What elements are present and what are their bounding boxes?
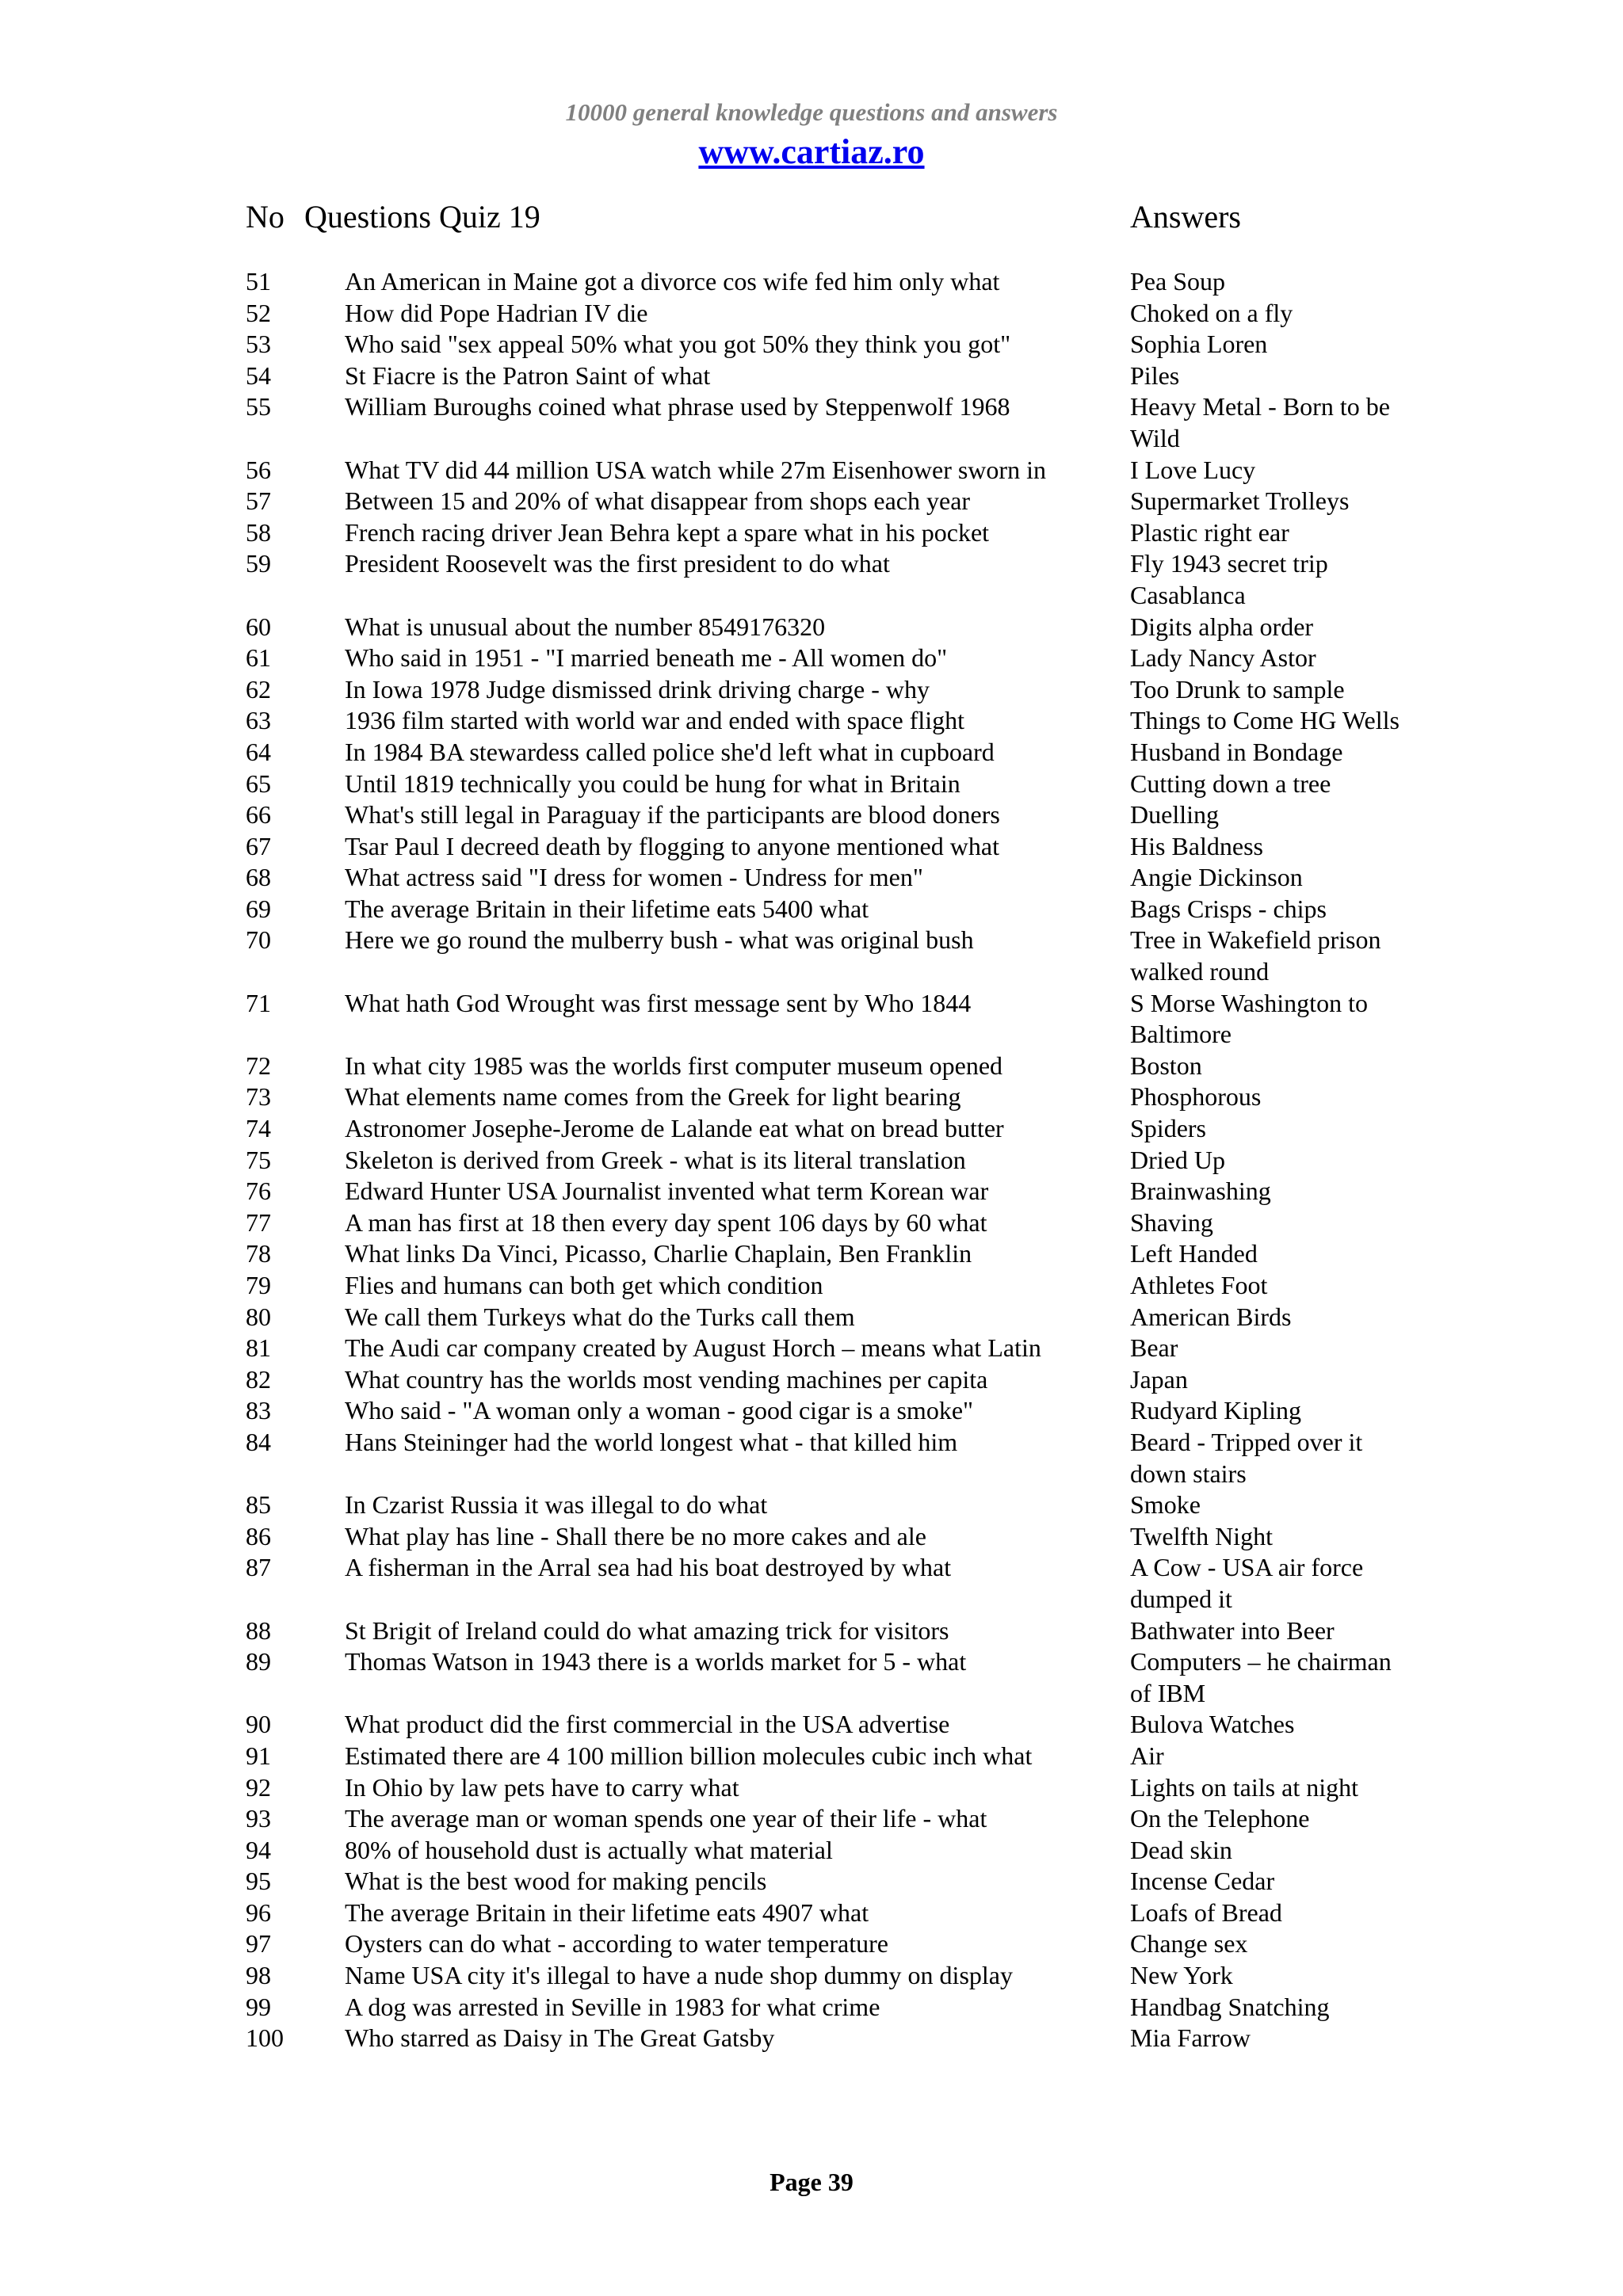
answer-text: Change sex (1130, 1929, 1248, 1958)
question-number: 62 (246, 674, 271, 704)
question-row (0, 988, 1623, 1051)
question-number: 87 (246, 1553, 271, 1582)
question-number: 93 (246, 1804, 271, 1833)
question-row (0, 674, 1623, 706)
question-number: 78 (246, 1239, 271, 1268)
question-number: 64 (246, 737, 271, 766)
question-text: Thomas Watson in 1943 there is a worlds market for 5 - what (345, 1647, 967, 1676)
question-text: In Iowa 1978 Judge dismissed drink driving charge - why (345, 674, 930, 704)
question-number: 84 (246, 1427, 271, 1456)
question-text: Who starred as Daisy in The Great Gatsby (345, 2023, 775, 2053)
question-row (0, 1709, 1623, 1741)
question-number: 72 (246, 1051, 271, 1080)
answer-text: Shaving (1130, 1207, 1213, 1237)
answer-text: American Birds (1130, 1302, 1292, 1331)
question-number: 65 (246, 769, 271, 798)
answer-text: Twelfth Night (1130, 1521, 1273, 1550)
answer-text: Computers – he chairman of IBM (1130, 1647, 1392, 1707)
question-text: An American in Maine got a divorce cos wife fed him only what (345, 267, 1000, 296)
answer-text: Boston (1130, 1051, 1202, 1080)
question-text: St Fiacre is the Patron Saint of what (345, 360, 711, 390)
question-text: A man has first at 18 then every day spent 106 days by 60 what (345, 1207, 987, 1237)
answer-text: Beard - Tripped over it down stairs (1130, 1427, 1363, 1488)
question-row (0, 2023, 1623, 2054)
question-row (0, 517, 1623, 549)
question-text: What hath God Wrought was first message sent by Who 1844 (345, 988, 972, 1017)
answer-text: Left Handed (1130, 1239, 1258, 1268)
answer-text: Smoke (1130, 1490, 1201, 1520)
question-number: 56 (246, 455, 271, 484)
answer-text: A Cow - USA air force dumped it (1130, 1553, 1364, 1613)
question-row (0, 1552, 1623, 1615)
answer-text: Dead skin (1130, 1835, 1232, 1864)
question-row (0, 1646, 1623, 1709)
question-row (0, 266, 1623, 298)
question-text: The average Britain in their lifetime eats 4907 what (345, 1897, 869, 1927)
answer-text: Phosphorous (1130, 1082, 1262, 1112)
question-text: Hans Steininger had the world longest what - that killed him (345, 1427, 958, 1456)
question-row (0, 894, 1623, 925)
question-text: A dog was arrested in Seville in 1983 for what crime (345, 1992, 880, 2021)
question-row (0, 548, 1623, 611)
question-number: 98 (246, 1961, 271, 1990)
column-header-answers: Answers (1130, 199, 1241, 235)
answer-text: Fly 1943 secret trip Casablanca (1130, 549, 1328, 609)
question-row (0, 1897, 1623, 1929)
question-text: What actress said "I dress for women - Undress for men" (345, 863, 923, 892)
answer-text: Dried Up (1130, 1145, 1225, 1174)
question-row (0, 1302, 1623, 1333)
answer-text: Plastic right ear (1130, 517, 1289, 547)
answer-text: Mia Farrow (1130, 2023, 1251, 2053)
answer-text: Piles (1130, 360, 1180, 390)
question-row (0, 862, 1623, 894)
question-text: In Czarist Russia it was illegal to do what (345, 1490, 768, 1520)
question-row (0, 612, 1623, 643)
question-text: In 1984 BA stewardess called police she'd left what in cupboard (345, 737, 995, 766)
question-text: French racing driver Jean Behra kept a spare what in his pocket (345, 517, 990, 547)
question-text: In Ohio by law pets have to carry what (345, 1772, 739, 1802)
answer-text: Rudyard Kipling (1130, 1396, 1301, 1425)
question-text: Edward Hunter USA Journalist invented what term Korean war (345, 1177, 989, 1206)
answer-text: Choked on a fly (1130, 298, 1293, 327)
question-number: 54 (246, 360, 271, 390)
question-row (0, 1521, 1623, 1553)
question-number: 52 (246, 298, 271, 327)
question-row (0, 455, 1623, 486)
question-number: 92 (246, 1772, 271, 1802)
question-text: What is unusual about the number 8549176320 (345, 612, 826, 641)
question-row (0, 360, 1623, 392)
question-row (0, 1113, 1623, 1145)
question-number: 68 (246, 863, 271, 892)
question-text: Tsar Paul I decreed death by flogging to anyone mentioned what (345, 831, 999, 860)
question-number: 89 (246, 1647, 271, 1676)
question-text: The average Britain in their lifetime eats 5400 what (345, 894, 869, 923)
question-number: 74 (246, 1114, 271, 1143)
question-number: 99 (246, 1992, 271, 2021)
question-text: William Buroughs coined what phrase used by Steppenwolf 1968 (345, 392, 1010, 421)
answer-text: New York (1130, 1961, 1233, 1990)
question-number: 63 (246, 706, 271, 735)
question-row (0, 1866, 1623, 1897)
answer-text: Cutting down a tree (1130, 769, 1331, 798)
question-row (0, 329, 1623, 360)
question-number: 88 (246, 1615, 271, 1645)
question-row (0, 769, 1623, 800)
question-number: 51 (246, 267, 271, 296)
question-row (0, 1772, 1623, 1804)
question-number: 77 (246, 1207, 271, 1237)
answer-text: Things to Come HG Wells (1130, 706, 1400, 735)
question-text: What is the best wood for making pencils (345, 1867, 767, 1896)
question-number: 79 (246, 1271, 271, 1299)
question-text: What's still legal in Paraguay if the participants are blood doners (345, 800, 1000, 830)
answer-text: Lady Nancy Astor (1130, 643, 1316, 673)
answer-text: Pea Soup (1130, 267, 1225, 296)
answer-text: Handbag Snatching (1130, 1992, 1330, 2021)
question-text: Who said in 1951 - "I married beneath me - All women do" (345, 643, 948, 673)
question-text: What elements name comes from the Greek for light bearing (345, 1082, 961, 1112)
question-row (0, 1489, 1623, 1521)
question-text: What country has the worlds most vending machines per capita (345, 1364, 988, 1394)
question-number: 82 (246, 1364, 271, 1394)
question-number: 86 (246, 1521, 271, 1550)
question-number: 66 (246, 800, 271, 830)
question-row (0, 1270, 1623, 1302)
question-row (0, 1992, 1623, 2023)
question-text: Who said - "A woman only a woman - good cigar is a smoke" (345, 1396, 974, 1425)
answer-text: Brainwashing (1130, 1177, 1271, 1206)
question-number: 76 (246, 1177, 271, 1206)
question-number: 94 (246, 1835, 271, 1864)
question-number: 69 (246, 894, 271, 923)
question-row (0, 831, 1623, 863)
question-row (0, 799, 1623, 831)
question-number: 75 (246, 1145, 271, 1174)
question-row (0, 1176, 1623, 1207)
question-row (0, 391, 1623, 454)
question-number: 60 (246, 612, 271, 641)
answer-text: I Love Lucy (1130, 455, 1256, 484)
question-row (0, 1207, 1623, 1239)
question-row (0, 1928, 1623, 1960)
question-text: The average man or woman spends one year of their life - what (345, 1804, 987, 1833)
question-text: What play has line - Shall there be no more cakes and ale (345, 1521, 926, 1550)
answer-text: Bulova Watches (1130, 1710, 1295, 1739)
answer-text: On the Telephone (1130, 1804, 1310, 1833)
answer-text: Tree in Wakefield prison walked round (1130, 925, 1381, 986)
question-row (0, 1741, 1623, 1772)
question-text: What links Da Vinci, Picasso, Charlie Chaplain, Ben Franklin (345, 1239, 972, 1268)
question-number: 53 (246, 330, 271, 359)
question-text: A fisherman in the Arral sea had his boat destroyed by what (345, 1553, 952, 1582)
question-number: 81 (246, 1333, 271, 1363)
answer-text: Sophia Loren (1130, 330, 1268, 359)
website-link[interactable]: www.cartiaz.ro (698, 132, 925, 171)
question-row (0, 705, 1623, 737)
question-row (0, 1238, 1623, 1270)
question-row (0, 1803, 1623, 1835)
answer-text: Incense Cedar (1130, 1867, 1275, 1896)
answer-text: Japan (1130, 1364, 1188, 1394)
question-number: 67 (246, 831, 271, 860)
question-number: 83 (246, 1396, 271, 1425)
answer-text: Husband in Bondage (1130, 737, 1343, 766)
question-number: 70 (246, 925, 271, 955)
question-number: 59 (246, 549, 271, 578)
question-list (0, 266, 1623, 2054)
question-number: 71 (246, 988, 271, 1017)
column-header-questions: Questions Quiz 19 (304, 199, 540, 235)
answer-text: Duelling (1130, 800, 1219, 830)
question-row (0, 925, 1623, 987)
question-row (0, 1145, 1623, 1177)
answer-text: Angie Dickinson (1130, 863, 1303, 892)
question-text: Flies and humans can both get which condition (345, 1271, 823, 1299)
question-row (0, 1427, 1623, 1489)
question-text: Name USA city it's illegal to have a nude shop dummy on display (345, 1961, 1013, 1990)
question-number: 55 (246, 392, 271, 421)
answer-text: Too Drunk to sample (1130, 674, 1345, 704)
question-text: 80% of household dust is actually what material (345, 1835, 833, 1864)
answer-text: S Morse Washington to Baltimore (1130, 988, 1368, 1049)
question-text: In what city 1985 was the worlds first computer museum opened (345, 1051, 1003, 1080)
question-text: Oysters can do what - according to water temperature (345, 1929, 888, 1958)
question-number: 57 (246, 486, 271, 516)
question-text: The Audi car company created by August Horch – means what Latin (345, 1333, 1041, 1363)
question-row (0, 486, 1623, 517)
answer-text: Spiders (1130, 1114, 1206, 1143)
question-text: President Roosevelt was the first president to do what (345, 549, 890, 578)
document-subtitle: 10000 general knowledge questions and answers (565, 98, 1058, 126)
answer-text: Air (1130, 1741, 1164, 1770)
question-row (0, 1960, 1623, 1992)
question-text: Between 15 and 20% of what disappear from shops each year (345, 486, 971, 516)
question-text: What product did the first commercial in the USA advertise (345, 1710, 950, 1739)
question-text: St Brigit of Ireland could do what amazing trick for visitors (345, 1615, 949, 1645)
answer-text: Supermarket Trolleys (1130, 486, 1350, 516)
question-row (0, 737, 1623, 769)
question-row (0, 643, 1623, 674)
question-number: 80 (246, 1302, 271, 1331)
question-text: Until 1819 technically you could be hung for what in Britain (345, 769, 960, 798)
question-row (0, 1364, 1623, 1396)
answer-text: Digits alpha order (1130, 612, 1314, 641)
question-row (0, 1835, 1623, 1867)
answer-text: Heavy Metal - Born to be Wild (1130, 392, 1390, 452)
question-text: How did Pope Hadrian IV die (345, 298, 648, 327)
question-number: 58 (246, 517, 271, 547)
question-row (0, 298, 1623, 330)
question-number: 96 (246, 1897, 271, 1927)
question-number: 90 (246, 1710, 271, 1739)
question-text: Skeleton is derived from Greek - what is its literal translation (345, 1145, 966, 1174)
question-row (0, 1051, 1623, 1082)
question-number: 73 (246, 1082, 271, 1112)
answer-text: Loafs of Bread (1130, 1897, 1282, 1927)
question-number: 100 (246, 2023, 284, 2053)
answer-text: Lights on tails at night (1130, 1772, 1358, 1802)
question-text: Who said "sex appeal 50% what you got 50% they think you got" (345, 330, 1011, 359)
question-row (0, 1081, 1623, 1113)
question-text: We call them Turkeys what do the Turks call them (345, 1302, 855, 1331)
question-text: Astronomer Josephe-Jerome de Lalande eat what on bread butter (345, 1114, 1004, 1143)
question-text: Here we go round the mulberry bush - what was original bush (345, 925, 974, 955)
question-text: Estimated there are 4 100 million billion molecules cubic inch what (345, 1741, 1033, 1770)
question-number: 97 (246, 1929, 271, 1958)
answer-text: Bags Crisps - chips (1130, 894, 1327, 923)
column-header-no: No (246, 199, 285, 235)
answer-text: His Baldness (1130, 831, 1263, 860)
question-number: 61 (246, 643, 271, 673)
page-number: Page 39 (769, 2168, 854, 2196)
answer-text: Bathwater into Beer (1130, 1615, 1335, 1645)
question-text: 1936 film started with world war and ended with space flight (345, 706, 965, 735)
question-row (0, 1615, 1623, 1647)
question-number: 95 (246, 1867, 271, 1896)
question-text: What TV did 44 million USA watch while 27m Eisenhower sworn in (345, 455, 1046, 484)
question-row (0, 1395, 1623, 1427)
answer-text: Bear (1130, 1333, 1178, 1363)
question-number: 91 (246, 1741, 271, 1770)
answer-text: Athletes Foot (1130, 1271, 1268, 1299)
question-number: 85 (246, 1490, 271, 1520)
question-row (0, 1333, 1623, 1364)
